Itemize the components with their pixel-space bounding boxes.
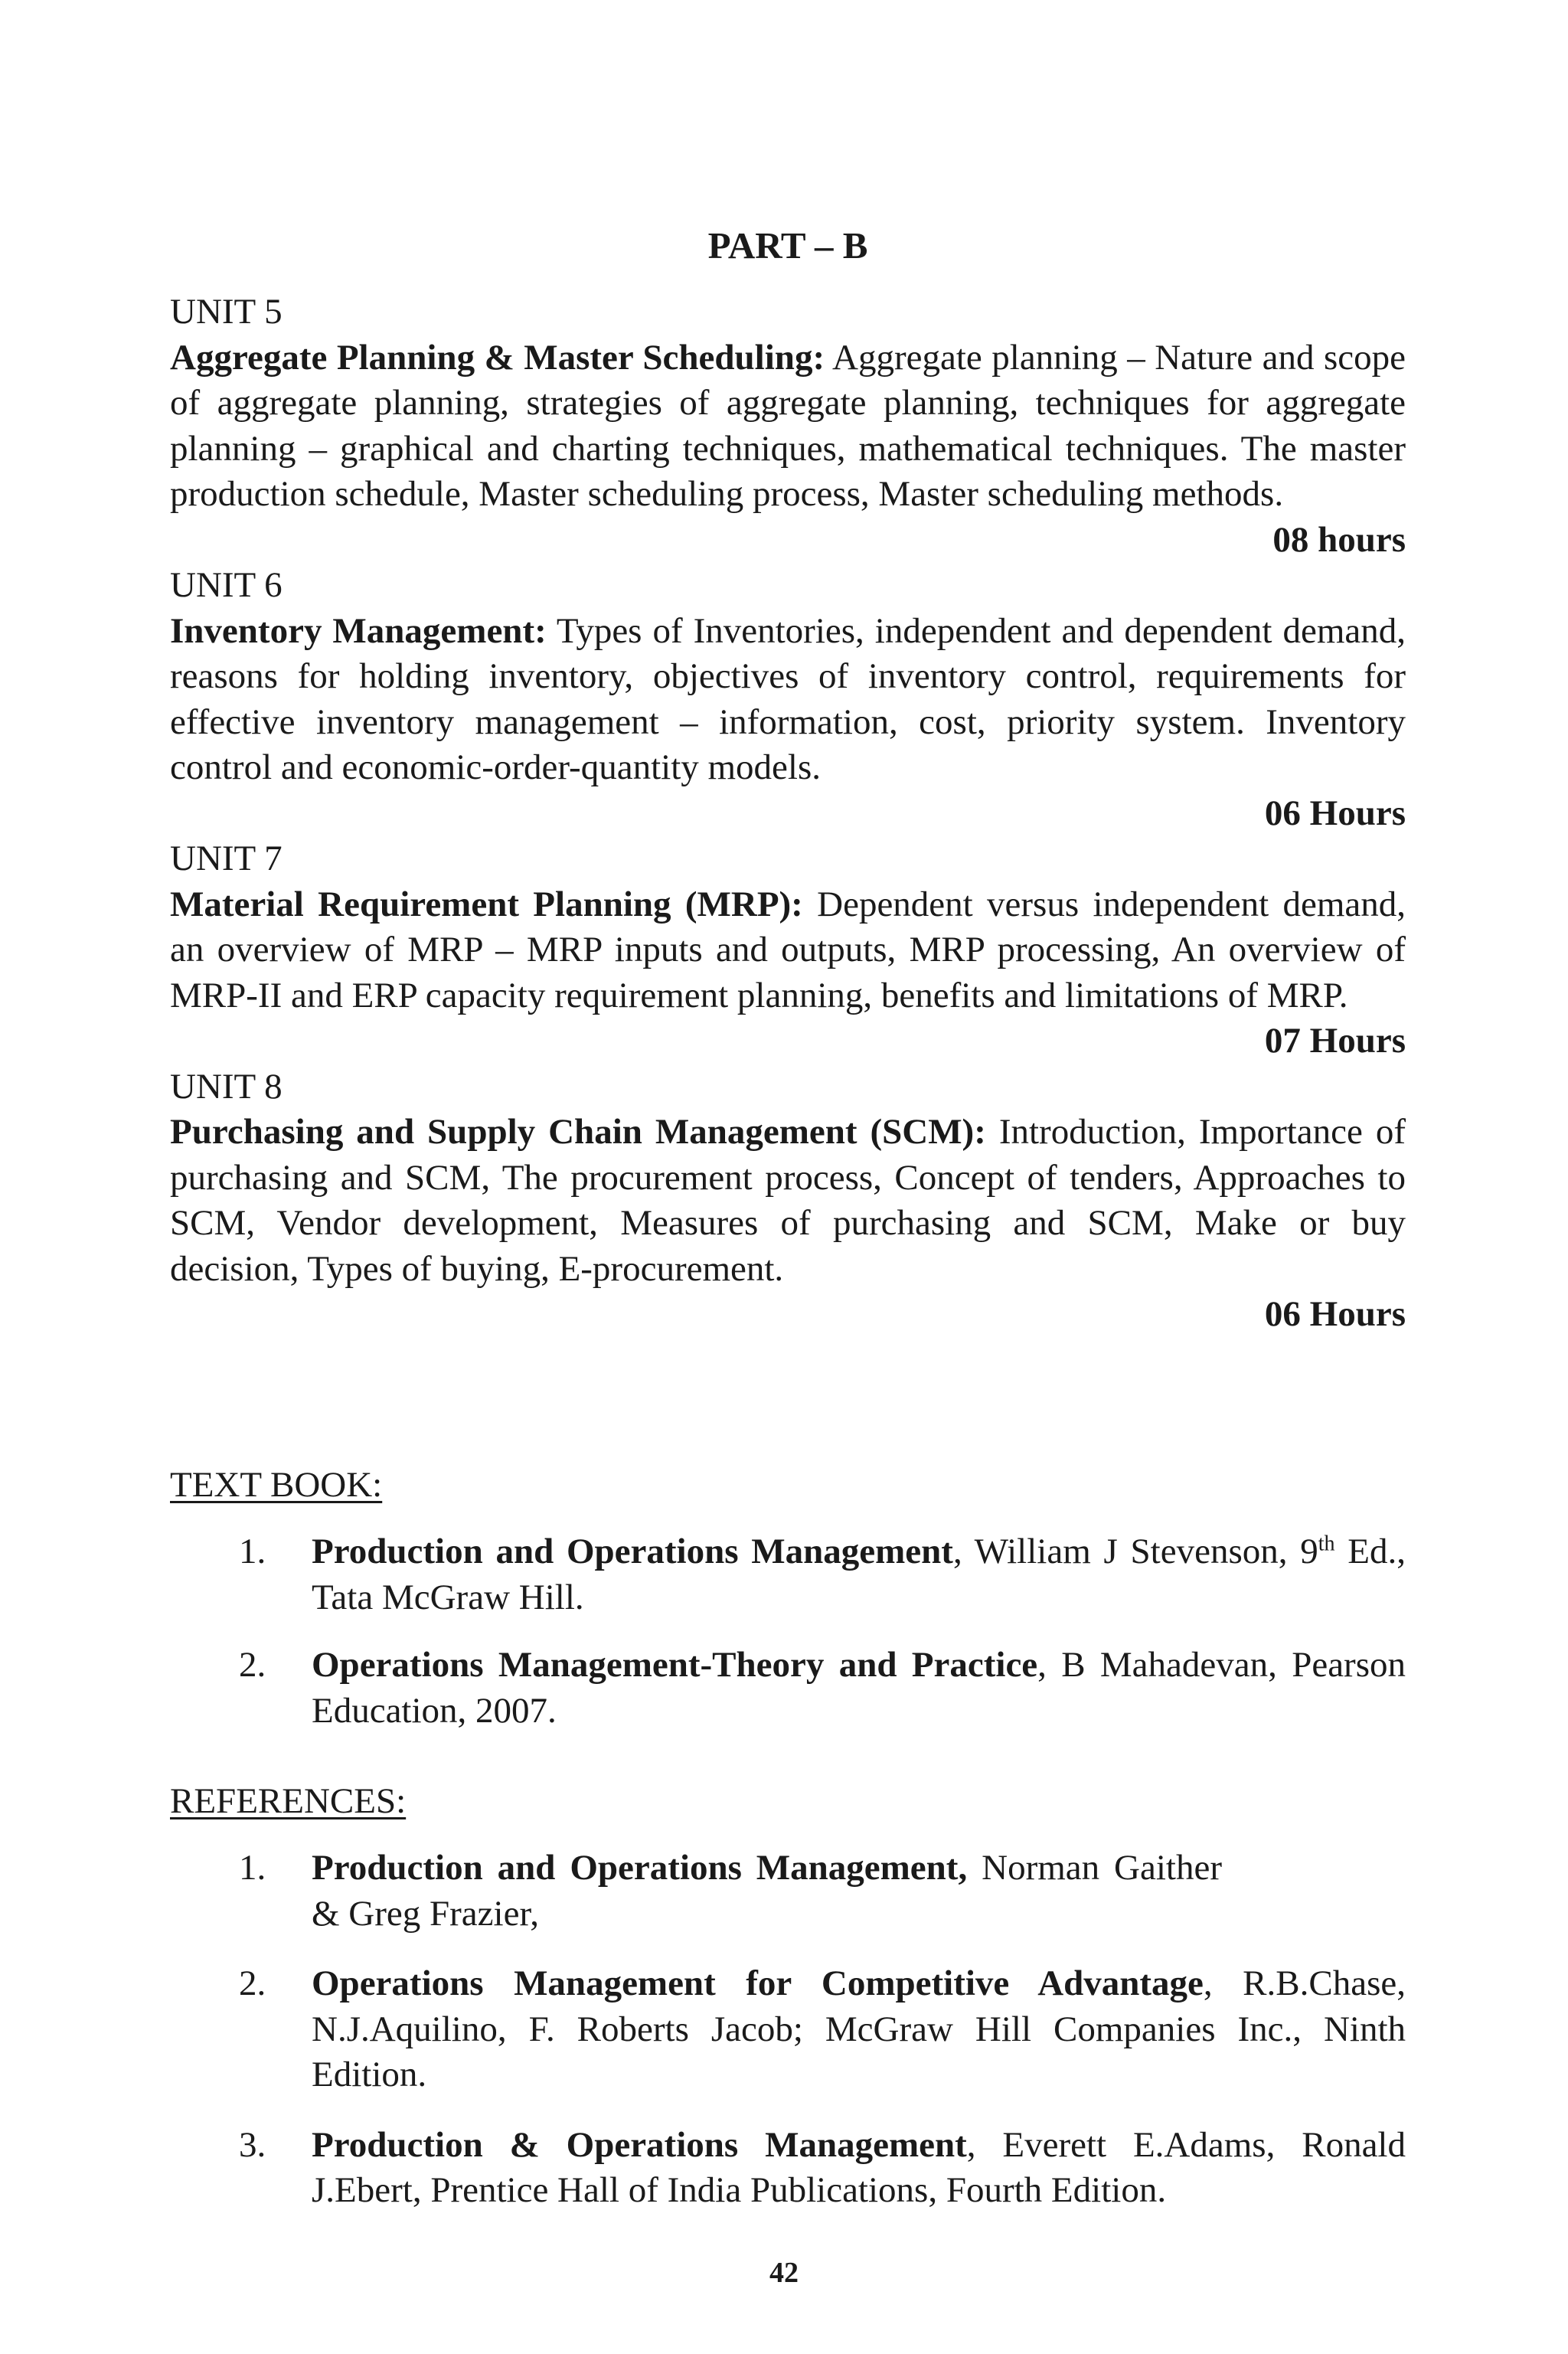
units-section [170, 289, 1406, 1338]
book-details: , William J Stevenson, 9 [952, 1532, 1318, 1571]
unit-heading: UNIT 5 [170, 292, 283, 332]
book-title: Production and Operations Management [312, 1532, 953, 1571]
book-details: , B Mahadevan, Pearson Education, 2007. [312, 1645, 1406, 1731]
unit-heading: UNIT 8 [170, 1066, 283, 1107]
unit-body [170, 1110, 1406, 1292]
list-item-number: 2. [239, 1963, 266, 2003]
list-item [170, 2123, 1406, 2214]
unit-title: Purchasing and Supply Chain Management (SCM): [170, 1112, 986, 1152]
unit-6 [170, 563, 1406, 836]
unit-text: Types of Inventories, independent and dependent demand, reasons for holding inventory, objectives of inventory control, requirements for effective inventory management – information, cost, priority system. Inventory control and economic-order-quantity models. [170, 610, 1406, 787]
unit-title: Inventory Management: [170, 610, 547, 651]
text-book-heading: TEXT BOOK: [170, 1465, 383, 1505]
list-item-number: 1. [239, 1848, 266, 1888]
book-title: Production and Operations Management, [312, 1848, 968, 1888]
unit-text: Aggregate planning – Nature and scope of aggregate planning, strategies of aggregate planning, techniques for aggregate planning – graphical and charting techniques, mathematical techniques. The master production schedule, Master scheduling process, Master scheduling methods. [170, 337, 1406, 514]
unit-body [170, 882, 1406, 1019]
unit-text: Dependent versus independent demand, an overview of MRP – MRP inputs and outputs, MRP processing, An overview of MRP-II and ERP capacity requirement planning, benefits and limitations of MRP. [170, 884, 1406, 1015]
unit-title: Material Requirement Planning (MRP): [170, 884, 803, 924]
book-details: Norman Gaither & Greg Frazier, [312, 1848, 1222, 1934]
unit-hours: 06 Hours [1264, 793, 1406, 833]
unit-5 [170, 289, 1406, 563]
page-number: 42 [769, 2257, 799, 2289]
text-book-list [170, 1529, 1406, 1734]
book-title: Operations Management for Competitive Advantage [312, 1963, 1204, 2003]
book-details: , R.B.Chase, N.J.Aquilino, F. Roberts Jacob; McGraw Hill Companies Inc., Ninth Edition. [312, 1963, 1406, 2094]
unit-hours: 08 hours [1272, 519, 1406, 560]
unit-hours: 06 Hours [1264, 1294, 1406, 1334]
book-title: Operations Management-Theory and Practice [312, 1645, 1038, 1685]
list-item-number: 3. [239, 2124, 266, 2165]
unit-8 [170, 1064, 1406, 1338]
unit-7 [170, 836, 1406, 1064]
list-item-number: 1. [239, 1532, 266, 1571]
book-details-cont: Ed., Tata McGraw Hill. [312, 1532, 1406, 1617]
book-title: Production & Operations Management [312, 2124, 967, 2165]
list-item [170, 1961, 1406, 2098]
unit-body [170, 609, 1406, 791]
references-heading: REFERENCES: [170, 1781, 407, 1821]
part-title: PART – B [707, 224, 868, 266]
list-item [170, 1529, 1406, 1620]
superscript: th [1318, 1532, 1335, 1556]
list-item [170, 1846, 1406, 1937]
unit-heading: UNIT 6 [170, 565, 283, 605]
unit-title: Aggregate Planning & Master Scheduling: [170, 337, 825, 378]
unit-hours: 07 Hours [1264, 1021, 1406, 1061]
list-item-number: 2. [239, 1645, 266, 1685]
unit-body [170, 335, 1406, 518]
unit-text: Introduction, Importance of purchasing and SCM, The procurement process, Concept of tenders, Approaches to SCM, Vendor development, Measures of purchasing and SCM, Make or buy decision, Types of buying, E-procurement. [170, 1112, 1406, 1289]
unit-heading: UNIT 7 [170, 839, 283, 878]
book-details: , Everett E.Adams, Ronald J.Ebert, Prentice Hall of India Publications, Fourth Edition. [312, 2124, 1406, 2210]
list-item [170, 1643, 1406, 1734]
references-list [170, 1846, 1406, 2214]
